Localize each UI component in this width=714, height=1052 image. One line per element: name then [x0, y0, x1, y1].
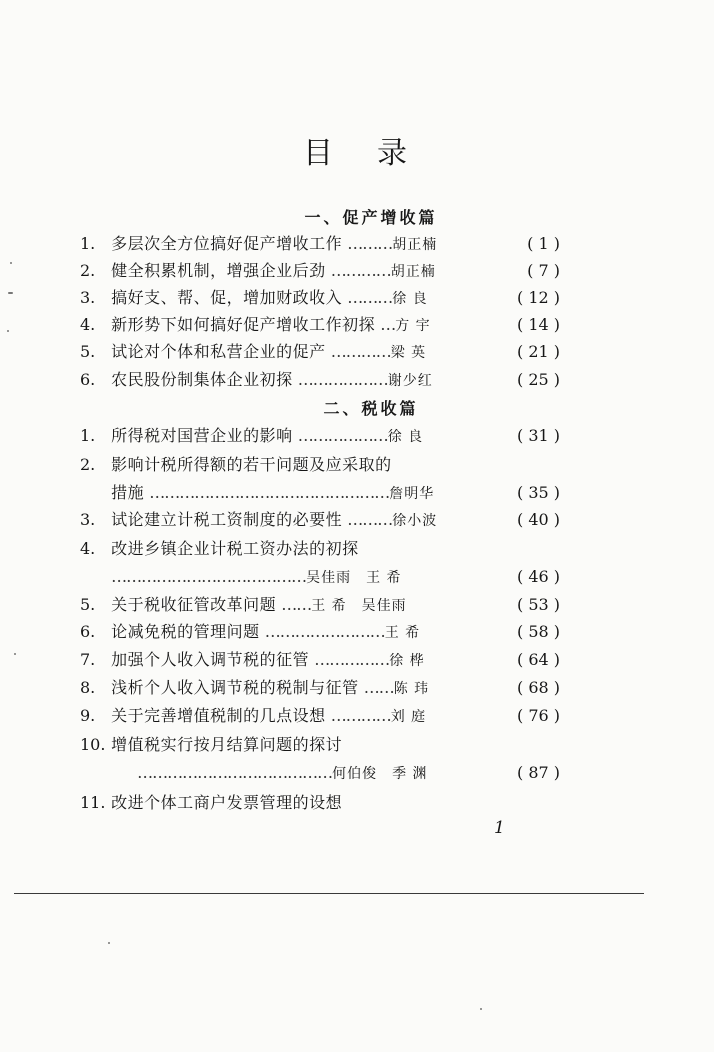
toc-entry: 3. 试论建立计税工资制度的必要性 ………徐小波 ( 40 ): [80, 506, 560, 533]
entry-author: 谢少红: [387, 373, 433, 389]
toc-entry: 2. 影响计税所得额的若干问题及应采取的: [80, 455, 392, 474]
entry-title: 措施: [111, 483, 145, 502]
toc-entry: 1. 所得税对国营企业的影响 ………………徐 良 ( 31 ): [80, 422, 560, 449]
entry-page: ( 87 ): [516, 763, 560, 782]
toc-entry-continuation: 措施 …………………………………………詹明华 ( 35 ): [80, 479, 560, 506]
toc-entry: 9. 关于完善增值税制的几点设想 …………刘 庭 ( 76 ): [80, 702, 560, 729]
entry-title: 试论对个体和私营企业的促产: [111, 342, 326, 361]
scan-speck: [7, 330, 9, 332]
entry-page: ( 46 ): [516, 567, 560, 586]
entry-author: 徐 良: [387, 429, 424, 445]
page-number: 1: [494, 818, 505, 838]
scan-speck: [8, 292, 13, 294]
entry-title: 多层次全方位搞好促产增收工作: [111, 234, 343, 253]
entry-title: 论减免税的管理问题: [111, 622, 260, 641]
entry-title: 关于税收征管改革问题: [111, 595, 277, 614]
footer-rule: [14, 893, 644, 894]
toc-entry: 8. 浅析个人收入调节税的税制与征管 ……陈 玮 ( 68 ): [80, 674, 560, 701]
entry-author: 徐小波: [392, 513, 438, 529]
scan-speck: [14, 653, 16, 655]
toc-entry: 3. 搞好支、帮、促，增加财政收入 ………徐 良 ( 12 ): [80, 284, 560, 311]
toc-entry: 2. 健全积累机制，增强企业后劲 …………胡正楠 ( 7 ): [80, 257, 560, 284]
entry-author: 方 宇: [395, 318, 431, 334]
entry-title: 改进个体工商户发票管理的设想: [111, 793, 343, 812]
entry-page: ( 35 ): [516, 483, 560, 502]
entry-title: 试论建立计税工资制度的必要性: [111, 510, 343, 529]
entry-author: 梁 英: [390, 345, 427, 361]
entry-author: 陈 玮: [393, 681, 430, 697]
section-heading: 二、税收篇: [323, 399, 419, 418]
entry-page: ( 68 ): [516, 678, 560, 697]
entry-title: 关于完善增值税制的几点设想: [111, 706, 326, 725]
entry-title: 加强个人收入调节税的征管: [111, 650, 310, 669]
entry-page: ( 21 ): [516, 342, 560, 361]
entry-title: 影响计税所得额的若干问题及应采取的: [111, 455, 392, 474]
toc-entry: 10. 增值税实行按月结算问题的探讨: [80, 735, 343, 754]
entry-page: ( 1 ): [527, 234, 560, 253]
toc-entry: 11. 改进个体工商户发票管理的设想: [80, 793, 343, 812]
entry-author: 王 希 吴佳雨: [311, 598, 407, 614]
entry-author: 胡正楠: [390, 264, 436, 280]
entry-title: 所得税对国营企业的影响: [111, 426, 293, 445]
entry-page: ( 64 ): [516, 650, 560, 669]
toc-entry-continuation: …………………………………吴佳雨 王 希 ( 46 ): [80, 563, 560, 590]
toc-entry: 7. 加强个人收入调节税的征管 ……………徐 桦 ( 64 ): [80, 646, 560, 673]
toc-entry-continuation: …………………………………何伯俊 季 渊 ( 87 ): [80, 759, 560, 786]
entry-title: 浅析个人收入调节税的税制与征管: [111, 678, 359, 697]
entry-title: 新形势下如何搞好促产增收工作初探: [111, 315, 376, 334]
entry-page: ( 76 ): [516, 706, 560, 725]
entry-author: 詹明华: [389, 486, 435, 502]
entry-author: 徐 良: [392, 291, 428, 307]
toc-entry: 4. 新形势下如何搞好促产增收工作初探 …方 宇 ( 14 ): [80, 311, 560, 338]
page-title: 目录: [303, 136, 451, 171]
scan-speck: [10, 262, 12, 264]
entry-page: ( 14 ): [516, 315, 560, 334]
entry-page: ( 40 ): [516, 510, 560, 529]
entry-page: ( 25 ): [516, 370, 560, 389]
toc-entry: 4. 改进乡镇企业计税工资办法的初探: [80, 539, 359, 558]
entry-title: 增值税实行按月结算问题的探讨: [111, 735, 343, 754]
entry-page: ( 58 ): [516, 622, 560, 641]
toc-entry: 1. 多层次全方位搞好促产增收工作 ………胡正楠 ( 1 ): [80, 230, 560, 257]
toc-entry: 5. 试论对个体和私营企业的促产 …………梁 英 ( 21 ): [80, 338, 560, 365]
section-heading: 一、促产增收篇: [304, 208, 438, 227]
entry-page: ( 31 ): [516, 426, 560, 445]
entry-title: 健全积累机制，增强企业后劲: [111, 261, 326, 280]
scan-speck: [108, 942, 110, 944]
entry-author: 吴佳雨 王 希: [306, 570, 402, 586]
toc-entry: 6. 农民股份制集体企业初探 ………………谢少红 ( 25 ): [80, 366, 560, 393]
entry-title: 改进乡镇企业计税工资办法的初探: [111, 539, 359, 558]
entry-title: 农民股份制集体企业初探: [111, 370, 293, 389]
entry-page: ( 53 ): [516, 595, 560, 614]
entry-author: 胡正楠: [392, 237, 438, 253]
entry-author: 王 希: [384, 625, 421, 641]
scan-speck: [480, 1008, 482, 1010]
entry-author: 徐 桦: [389, 653, 425, 669]
toc-entry: 5. 关于税收征管改革问题 ……王 希 吴佳雨 ( 53 ): [80, 591, 560, 618]
entry-author: 刘 庭: [390, 709, 427, 725]
entry-title: 搞好支、帮、促，增加财政收入: [111, 288, 343, 307]
entry-author: 何伯俊 季 渊: [332, 766, 428, 782]
entry-page: ( 12 ): [516, 288, 560, 307]
entry-page: ( 7 ): [527, 261, 560, 280]
toc-entry: 6. 论减免税的管理问题 ……………………王 希 ( 58 ): [80, 618, 560, 645]
